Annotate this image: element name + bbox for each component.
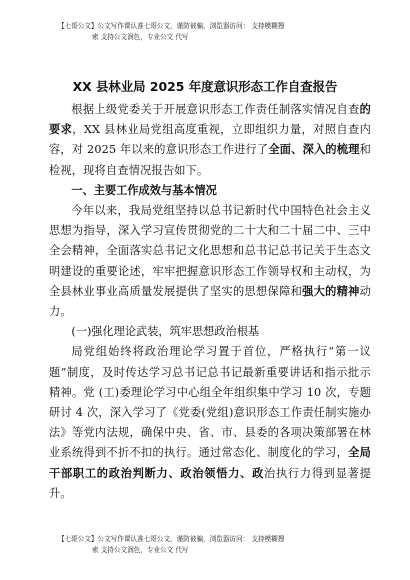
subsection-1-text-1: 局党组始终将政治理论学习置于首位，严格执行“第一议题”制度，及时传达学习总书记总书记最新重要讲话和指示批示精神。党 (工)委理论学习中心组全年组织集中学习 10 次，专题研讨 4 次，深入学习了《党委(党组)意识形态工作责任制实施办法》等党内法规，确保中央、省、市、县委的各项决策部署在林业系统得到不折不扣的执行。通过常态化、制度化的学习， — [49, 345, 371, 460]
document-title: XX 县林业局 2025 年度意识形态工作自查报告 — [72, 79, 338, 94]
header-banner — [58, 21, 358, 43]
intro-text-2: ，XX 县林业局党组高度重视，立即组织力量，对照自查内容，对 2025 年以来的意识形态工作进行了 — [49, 123, 372, 157]
footer-banner-line-2: 索 支持公文润色，专业公文 代写 — [92, 546, 189, 554]
subsection-1-text-2: 治执行力得到显著提升。 — [49, 466, 371, 500]
section-1-text-2: 动力。 — [49, 284, 371, 319]
intro-bold-1: 的要求 — [49, 103, 371, 137]
section-1-bold: 强大的精神 — [302, 284, 360, 298]
intro-bold-2: 全面、深入的梳理 — [268, 143, 360, 157]
header-banner-line-2: 索 支持公文润色，专业公文 代写 — [92, 33, 189, 41]
intro-paragraph — [49, 100, 371, 181]
document-body — [49, 100, 371, 504]
subsection-1-bold: 全局干部职工的政治判断力、政治领悟力、政 — [49, 446, 372, 480]
intro-text-1: 根据上级党委关于开展意识形态工作责任制落实情况自查 — [71, 103, 360, 116]
header-banner-line-1: 【七哥公文】公文写作课认准七哥公文，谨防被骗，浏览器访问： 支持模糊搜 — [58, 22, 285, 30]
section-1-paragraph — [49, 201, 371, 322]
subsection-heading-1: (一)强化理论武装，筑牢思想政治根基 — [71, 325, 260, 339]
intro-text-3: 和检视，现将自查情况报告如下。 — [49, 143, 371, 177]
section-heading-1: 一、主要工作成效与基本情况 — [71, 183, 217, 197]
footer-banner-line-1: 【七哥公文】公文写作课认准七哥公文，谨防被骗，浏览器访问： 支持模糊搜 — [58, 535, 285, 543]
footer-banner — [58, 534, 358, 556]
subsection-1-paragraph — [49, 342, 371, 504]
section-1-text-1: 今年以来，我局党组坚持以总书记新时代中国特色社会主义思想为指导，深入学习宣传贯彻党的二十大和二十届二中、三中全会精神，全面落实总书记文化思想和总书记总书记关于生态文明建设的重要论述，牢牢把握意识形态工作领导权和主动权，为全县林业事业高质量发展提供了坚实的思想保障和 — [49, 204, 371, 298]
